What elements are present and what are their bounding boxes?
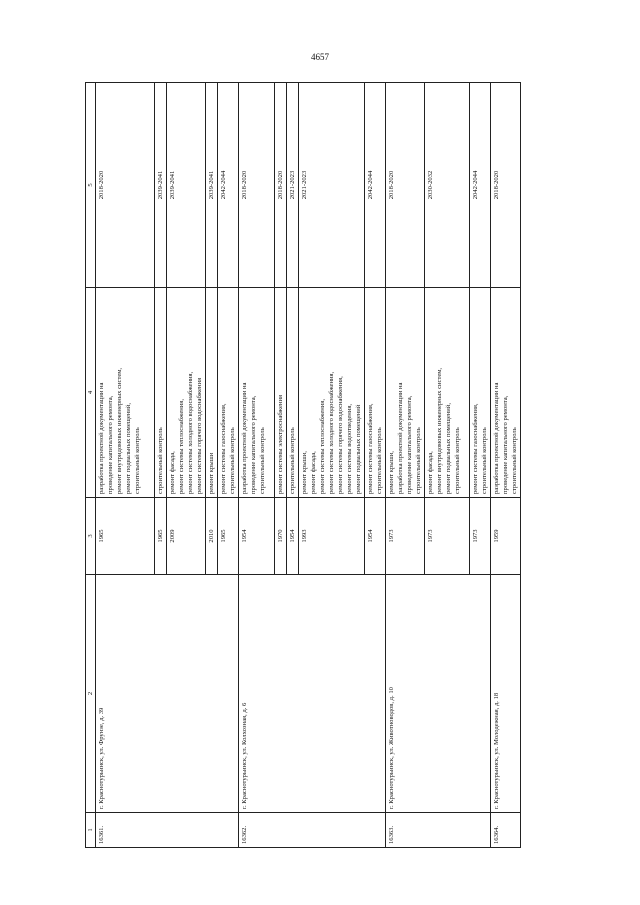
works-cell	[96, 288, 155, 498]
work-item: проведение капитального ремонта,	[250, 395, 257, 494]
row-number-cell: 16364.	[491, 813, 521, 848]
work-item: ремонт системы теплоснабжения,	[178, 399, 185, 494]
period-cell: 2042-2044	[218, 83, 239, 288]
work-item: строительный контроль	[134, 427, 141, 494]
year-cell: 2009	[167, 498, 206, 575]
work-item: строительный контроль	[481, 427, 488, 494]
column-number: 5	[86, 83, 96, 288]
work-item: ремонт внутридомовых инженерных систем,	[116, 367, 123, 494]
page-number: 4657	[311, 52, 329, 62]
work-item: проведение капитального ремонта,	[107, 395, 114, 494]
work-item: ремонт системы газоснабжения,	[472, 403, 479, 494]
year-cell: 1965	[96, 498, 155, 575]
work-item: ремонт системы холодного водоснабжения,	[328, 371, 335, 494]
works-cell	[365, 288, 386, 498]
period-cell: 2021-2023	[299, 83, 365, 288]
work-item: строительный контроль	[454, 427, 461, 494]
period-cell: 2039-2041	[167, 83, 206, 288]
period-cell: 2018-2020	[275, 83, 287, 288]
address-cell: г. Краснотурьинск, ул. Колхозная, д. 6	[239, 575, 386, 813]
work-item: ремонт системы водоотведения,	[346, 403, 353, 494]
work-item: ремонт подвальных помещений,	[445, 403, 452, 494]
work-item: разработка проектной документации на	[493, 382, 500, 494]
work-item: ремонт подвальных помещений,	[125, 403, 132, 494]
works-cell	[239, 288, 275, 498]
period-cell: 2018-2020	[386, 83, 425, 288]
year-cell: 1965	[155, 498, 167, 575]
year-cell: 2010	[206, 498, 218, 575]
year-cell: 1973	[386, 498, 425, 575]
work-item: разработка проектной документации на	[397, 382, 404, 494]
period-cell: 2042-2044	[470, 83, 491, 288]
year-cell: 1973	[425, 498, 470, 575]
work-item: ремонт фасада,	[310, 451, 317, 494]
table-row	[239, 83, 275, 848]
work-item: ремонт системы газоснабжения,	[367, 403, 374, 494]
work-item: ремонт крыши	[208, 452, 215, 494]
year-cell: 1954	[365, 498, 386, 575]
period-cell: 2039-2041	[206, 83, 218, 288]
period-cell: 2021-2023	[287, 83, 299, 288]
table-row	[491, 83, 521, 848]
work-item: разработка проектной документации на	[98, 382, 105, 494]
works-cell	[425, 288, 470, 498]
address-cell: г. Краснотурьинск, ул. Молодежная, д. 18	[491, 575, 521, 813]
year-cell: 1965	[218, 498, 239, 575]
table-row	[386, 83, 425, 848]
period-cell: 2018-2020	[491, 83, 521, 288]
works-cell	[167, 288, 206, 498]
works-cell	[155, 288, 167, 498]
work-item: ремонт системы теплоснабжения,	[319, 399, 326, 494]
row-number-cell: 16363.	[386, 813, 491, 848]
work-item: ремонт системы холодного водоснабжения,	[187, 371, 194, 494]
address-cell: г. Краснотурьинск, ул. Фрунзе, д. 39	[96, 575, 239, 813]
year-cell: 1970	[275, 498, 287, 575]
year-cell: 1959	[491, 498, 521, 575]
work-item: строительный контроль	[229, 427, 236, 494]
work-item: ремонт системы газоснабжения,	[220, 403, 227, 494]
work-item: строительный контроль	[511, 427, 518, 494]
works-cell	[287, 288, 299, 498]
column-number: 2	[86, 575, 96, 813]
work-item: строительный контроль	[289, 427, 296, 494]
column-number-row	[86, 83, 96, 848]
work-item: строительный контроль	[415, 427, 422, 494]
works-cell	[386, 288, 425, 498]
period-cell: 2018-2020	[96, 83, 155, 288]
table-body	[96, 83, 521, 848]
works-cell	[218, 288, 239, 498]
works-cell	[470, 288, 491, 498]
work-item: ремонт крыши,	[301, 451, 308, 494]
rotated-table-container	[85, 83, 575, 848]
address-cell: г. Краснотурьинск, ул. Животноводов, д. 10	[386, 575, 491, 813]
period-cell: 2018-2020	[239, 83, 275, 288]
row-number-cell: 16362.	[239, 813, 386, 848]
work-item: ремонт системы горячего водоснабжения	[196, 377, 203, 494]
work-item: строительный контроль	[157, 427, 164, 494]
period-cell: 2030-2032	[425, 83, 470, 288]
work-item: ремонт фасада,	[427, 451, 434, 494]
work-item: ремонт подвальных помещений	[355, 404, 362, 494]
year-cell: 1954	[287, 498, 299, 575]
work-item: строительный контроль	[259, 427, 266, 494]
year-cell: 1973	[470, 498, 491, 575]
work-item: строительный контроль	[376, 427, 383, 494]
work-item: ремонт крыши,	[388, 451, 395, 494]
row-number-cell: 16361.	[96, 813, 239, 848]
work-item: проведение капитального ремонта,	[502, 395, 509, 494]
work-item: ремонт системы электроснабжения	[277, 394, 284, 494]
works-cell	[206, 288, 218, 498]
column-number: 4	[86, 288, 96, 498]
period-cell: 2042-2044	[365, 83, 386, 288]
period-cell: 2039-2041	[155, 83, 167, 288]
works-cell	[275, 288, 287, 498]
repair-schedule-table	[85, 82, 521, 848]
year-cell: 1954	[239, 498, 275, 575]
work-item: ремонт системы горячего водоснабжения,	[337, 376, 344, 494]
work-item: проведение капитального ремонта,	[406, 395, 413, 494]
table-row	[96, 83, 155, 848]
works-cell	[299, 288, 365, 498]
year-cell: 1993	[299, 498, 365, 575]
work-item: ремонт внутридомовых инженерных систем,	[436, 367, 443, 494]
work-item: ремонт фасада,	[169, 451, 176, 494]
column-number: 1	[86, 813, 96, 848]
column-number: 3	[86, 498, 96, 575]
work-item: разработка проектной документации на	[241, 382, 248, 494]
works-cell	[491, 288, 521, 498]
